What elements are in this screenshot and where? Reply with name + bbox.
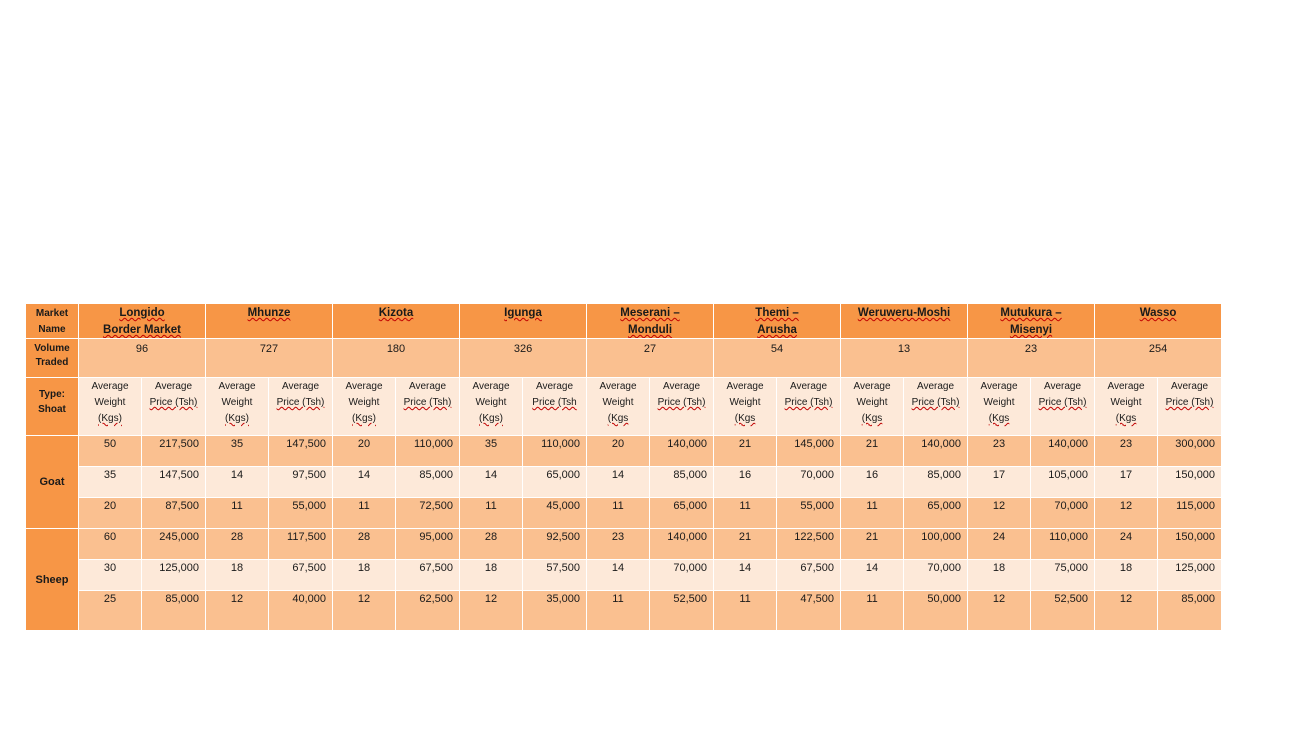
price-cell: 85,000 xyxy=(650,467,714,498)
price-cell: 62,500 xyxy=(396,591,460,631)
price-cell: 85,000 xyxy=(904,467,968,498)
volume-value: 23 xyxy=(968,339,1095,378)
price-cell: 217,500 xyxy=(142,436,206,467)
text-line: Price (Tsh) xyxy=(657,397,706,408)
avg-weight-header xyxy=(1095,378,1158,436)
avg-price-header xyxy=(777,378,841,436)
avg-price-header xyxy=(396,378,460,436)
weight-cell: 20 xyxy=(587,436,650,467)
weight-cell: 14 xyxy=(587,560,650,591)
price-cell: 100,000 xyxy=(904,529,968,560)
market-name: Monduli xyxy=(627,324,673,336)
weight-cell: 21 xyxy=(841,436,904,467)
text-line: Name xyxy=(38,324,66,335)
avg-weight-header xyxy=(333,378,396,436)
weight-cell: 16 xyxy=(841,467,904,498)
price-cell: 70,000 xyxy=(1031,498,1095,529)
weight-cell: 12 xyxy=(333,591,396,631)
text-line: Average xyxy=(980,381,1018,392)
market-name: Weruweru-Moshi xyxy=(857,307,951,319)
price-cell: 40,000 xyxy=(269,591,333,631)
weight-cell: 14 xyxy=(714,560,777,591)
text-line: Average xyxy=(472,381,510,392)
price-cell: 45,000 xyxy=(523,498,587,529)
table-row xyxy=(26,591,1222,631)
weight-cell: 11 xyxy=(333,498,396,529)
weight-cell: 14 xyxy=(587,467,650,498)
text-line: Average xyxy=(599,381,637,392)
price-cell: 57,500 xyxy=(523,560,587,591)
volume-value: 54 xyxy=(714,339,841,378)
volume-value: 254 xyxy=(1095,339,1222,378)
price-cell: 140,000 xyxy=(904,436,968,467)
text-line: Average xyxy=(1171,381,1209,392)
avg-weight-header xyxy=(79,378,142,436)
text-line: Average xyxy=(281,381,320,392)
price-cell: 75,000 xyxy=(1031,560,1095,591)
text-line: Weight xyxy=(475,397,507,408)
price-cell: 245,000 xyxy=(142,529,206,560)
price-cell: 115,000 xyxy=(1158,498,1222,529)
market-name: Wasso xyxy=(1139,307,1177,319)
market-name: Mutukura – xyxy=(1000,307,1062,319)
volume-value: 727 xyxy=(206,339,333,378)
market-name: Igunga xyxy=(504,307,542,319)
weight-cell: 12 xyxy=(1095,591,1158,631)
weight-cell: 35 xyxy=(206,436,269,467)
market-name: Themi – xyxy=(755,307,799,319)
column-subheader-row xyxy=(26,378,1222,436)
price-cell: 97,500 xyxy=(269,467,333,498)
text-line: Weight xyxy=(983,397,1015,408)
weight-cell: 25 xyxy=(79,591,142,631)
price-cell: 65,000 xyxy=(650,498,714,529)
table-row xyxy=(26,467,1222,498)
volume-value: 13 xyxy=(841,339,968,378)
text-line: Average xyxy=(789,381,828,392)
price-cell: 125,000 xyxy=(142,560,206,591)
weight-cell: 14 xyxy=(206,467,269,498)
price-cell: 110,000 xyxy=(1031,529,1095,560)
price-cell: 85,000 xyxy=(396,467,460,498)
weight-cell: 18 xyxy=(968,560,1031,591)
price-cell: 147,500 xyxy=(269,436,333,467)
table-row xyxy=(26,436,1222,467)
market-name-cell xyxy=(79,304,206,339)
text-line: Weight xyxy=(1110,397,1142,408)
text-line: Average xyxy=(1107,381,1145,392)
avg-weight-header xyxy=(968,378,1031,436)
avg-price-header xyxy=(904,378,968,436)
table-row xyxy=(26,529,1222,560)
text-line: (Kgs xyxy=(607,413,629,424)
text-line: (Kgs) xyxy=(479,413,503,424)
market-name-label xyxy=(26,304,79,339)
price-cell: 65,000 xyxy=(904,498,968,529)
price-cell: 50,000 xyxy=(904,591,968,631)
market-name: Mhunze xyxy=(247,307,291,319)
avg-price-header xyxy=(1158,378,1222,436)
weight-cell: 11 xyxy=(841,498,904,529)
weight-cell: 50 xyxy=(79,436,142,467)
price-cell: 147,500 xyxy=(142,467,206,498)
weight-cell: 12 xyxy=(206,591,269,631)
weight-cell: 11 xyxy=(587,498,650,529)
price-cell: 70,000 xyxy=(650,560,714,591)
text-line: (Kgs xyxy=(988,413,1010,424)
text-line: Price (Tsh) xyxy=(276,397,325,408)
avg-weight-header xyxy=(206,378,269,436)
price-cell: 110,000 xyxy=(523,436,587,467)
market-name-cell xyxy=(1095,304,1222,339)
text-line: Traded xyxy=(35,357,69,368)
market-name: Kizota xyxy=(378,307,414,319)
price-cell: 140,000 xyxy=(650,529,714,560)
price-cell: 125,000 xyxy=(1158,560,1222,591)
text-line: (Kgs xyxy=(734,413,756,424)
text-line: Price (Tsh xyxy=(532,397,577,408)
text-line: Weight xyxy=(221,397,253,408)
weight-cell: 11 xyxy=(714,591,777,631)
weight-cell: 12 xyxy=(1095,498,1158,529)
text-line: Price (Tsh) xyxy=(403,397,452,408)
market-name: Longido xyxy=(119,307,165,319)
table-row xyxy=(26,498,1222,529)
price-cell: 150,000 xyxy=(1158,529,1222,560)
volume-value: 96 xyxy=(79,339,206,378)
weight-cell: 23 xyxy=(587,529,650,560)
text-line: Average xyxy=(853,381,891,392)
market-name-row xyxy=(26,304,1222,339)
price-cell: 300,000 xyxy=(1158,436,1222,467)
price-cell: 87,500 xyxy=(142,498,206,529)
avg-weight-header xyxy=(714,378,777,436)
animal-label: Sheep xyxy=(26,529,79,631)
text-line: (Kgs xyxy=(1115,413,1137,424)
market-name-cell xyxy=(333,304,460,339)
text-line: Price (Tsh) xyxy=(149,397,198,408)
text-line: Weight xyxy=(856,397,888,408)
weight-cell: 18 xyxy=(1095,560,1158,591)
weight-cell: 20 xyxy=(79,498,142,529)
price-cell: 55,000 xyxy=(777,498,841,529)
text-line: (Kgs) xyxy=(352,413,376,424)
price-cell: 67,500 xyxy=(777,560,841,591)
market-name-cell xyxy=(460,304,587,339)
weight-cell: 12 xyxy=(460,591,523,631)
price-cell: 85,000 xyxy=(142,591,206,631)
text-line: (Kgs xyxy=(861,413,883,424)
market-name-cell xyxy=(841,304,968,339)
price-cell: 105,000 xyxy=(1031,467,1095,498)
text-line: Average xyxy=(535,381,574,392)
text-line: Price (Tsh) xyxy=(784,397,833,408)
weight-cell: 11 xyxy=(587,591,650,631)
text-line: Average xyxy=(726,381,764,392)
avg-price-header xyxy=(650,378,714,436)
avg-price-header xyxy=(1031,378,1095,436)
text-line: Price (Tsh) xyxy=(1038,397,1087,408)
text-line: Weight xyxy=(729,397,761,408)
text-line: Average xyxy=(91,381,129,392)
weight-cell: 18 xyxy=(206,560,269,591)
text-line: Weight xyxy=(348,397,380,408)
weight-cell: 17 xyxy=(1095,467,1158,498)
volume-value: 326 xyxy=(460,339,587,378)
weight-cell: 17 xyxy=(968,467,1031,498)
avg-price-header xyxy=(269,378,333,436)
weight-cell: 24 xyxy=(968,529,1031,560)
text-line: Average xyxy=(916,381,955,392)
price-cell: 150,000 xyxy=(1158,467,1222,498)
avg-weight-header xyxy=(841,378,904,436)
weight-cell: 20 xyxy=(333,436,396,467)
weight-cell: 28 xyxy=(206,529,269,560)
price-cell: 85,000 xyxy=(1158,591,1222,631)
volume-value: 180 xyxy=(333,339,460,378)
weight-cell: 14 xyxy=(841,560,904,591)
market-name-cell xyxy=(714,304,841,339)
price-cell: 122,500 xyxy=(777,529,841,560)
market-name-cell xyxy=(206,304,333,339)
avg-weight-header xyxy=(587,378,650,436)
price-cell: 52,500 xyxy=(650,591,714,631)
text-line: (Kgs) xyxy=(98,413,122,424)
weight-cell: 28 xyxy=(460,529,523,560)
market-name-cell xyxy=(587,304,714,339)
text-line: Price (Tsh) xyxy=(911,397,960,408)
weight-cell: 24 xyxy=(1095,529,1158,560)
price-cell: 145,000 xyxy=(777,436,841,467)
text-line: Average xyxy=(218,381,256,392)
price-cell: 110,000 xyxy=(396,436,460,467)
text-line: Average xyxy=(408,381,447,392)
weight-cell: 28 xyxy=(333,529,396,560)
weight-cell: 16 xyxy=(714,467,777,498)
price-cell: 35,000 xyxy=(523,591,587,631)
volume-value: 27 xyxy=(587,339,714,378)
weight-cell: 30 xyxy=(79,560,142,591)
volume-row xyxy=(26,339,1222,378)
text-line: Average xyxy=(154,381,193,392)
text-line: Volume xyxy=(34,343,70,354)
weight-cell: 21 xyxy=(714,529,777,560)
market-name: Misenyi xyxy=(1009,324,1053,336)
market-name: Arusha xyxy=(757,324,797,336)
price-cell: 140,000 xyxy=(650,436,714,467)
price-cell: 72,500 xyxy=(396,498,460,529)
weight-cell: 11 xyxy=(206,498,269,529)
text-line: Average xyxy=(662,381,701,392)
weight-cell: 23 xyxy=(1095,436,1158,467)
price-cell: 92,500 xyxy=(523,529,587,560)
text-line: Weight xyxy=(94,397,126,408)
weight-cell: 35 xyxy=(79,467,142,498)
price-cell: 52,500 xyxy=(1031,591,1095,631)
weight-cell: 60 xyxy=(79,529,142,560)
market-name: Border Market xyxy=(103,324,181,336)
weight-cell: 11 xyxy=(714,498,777,529)
weight-cell: 11 xyxy=(841,591,904,631)
market-name: Meserani – xyxy=(620,307,680,319)
price-cell: 47,500 xyxy=(777,591,841,631)
weight-cell: 12 xyxy=(968,498,1031,529)
volume-label xyxy=(26,339,79,378)
price-cell: 140,000 xyxy=(1031,436,1095,467)
animal-label: Goat xyxy=(26,436,79,529)
weight-cell: 18 xyxy=(460,560,523,591)
weight-cell: 11 xyxy=(460,498,523,529)
avg-price-header xyxy=(523,378,587,436)
weight-cell: 35 xyxy=(460,436,523,467)
weight-cell: 14 xyxy=(333,467,396,498)
price-cell: 65,000 xyxy=(523,467,587,498)
price-cell: 70,000 xyxy=(904,560,968,591)
text-line: Average xyxy=(1043,381,1082,392)
weight-cell: 23 xyxy=(968,436,1031,467)
market-price-table xyxy=(25,303,1222,631)
price-cell: 55,000 xyxy=(269,498,333,529)
weight-cell: 18 xyxy=(333,560,396,591)
market-name-cell xyxy=(968,304,1095,339)
weight-cell: 21 xyxy=(841,529,904,560)
text-line: (Kgs) xyxy=(225,413,249,424)
weight-cell: 21 xyxy=(714,436,777,467)
weight-cell: 12 xyxy=(968,591,1031,631)
price-cell: 117,500 xyxy=(269,529,333,560)
price-cell: 67,500 xyxy=(269,560,333,591)
price-cell: 95,000 xyxy=(396,529,460,560)
price-cell: 67,500 xyxy=(396,560,460,591)
weight-cell: 14 xyxy=(460,467,523,498)
avg-weight-header xyxy=(460,378,523,436)
table-row xyxy=(26,560,1222,591)
type-label xyxy=(26,378,79,436)
price-cell: 70,000 xyxy=(777,467,841,498)
text-line: Average xyxy=(345,381,383,392)
text-line: Type: xyxy=(39,389,65,400)
text-line: Price (Tsh) xyxy=(1165,397,1214,408)
text-line: Market xyxy=(35,308,69,319)
text-line: Weight xyxy=(602,397,634,408)
avg-price-header xyxy=(142,378,206,436)
text-line: Shoat xyxy=(38,404,66,415)
